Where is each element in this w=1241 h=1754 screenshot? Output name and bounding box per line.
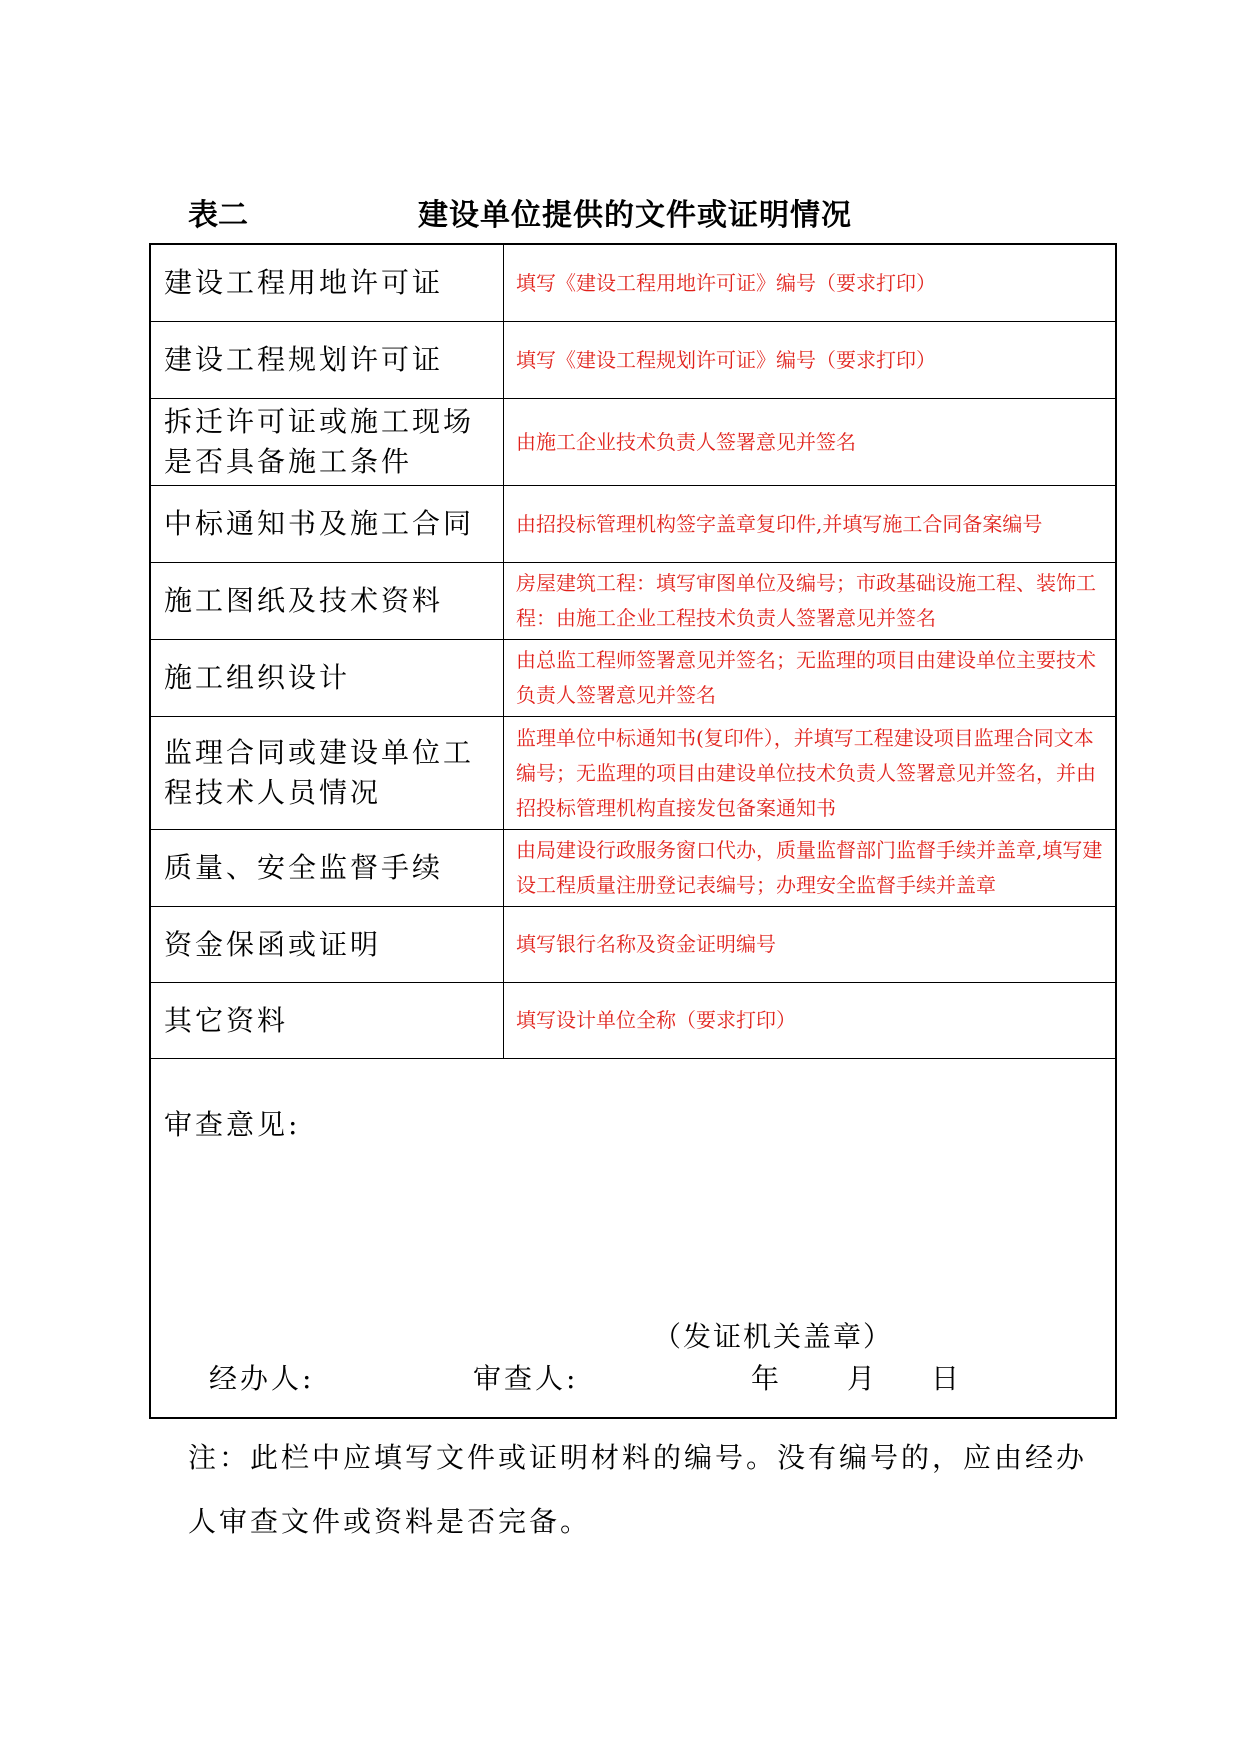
- row-label: 资金保函或证明: [151, 907, 504, 982]
- row-label: 施工组织设计: [151, 640, 504, 716]
- row-label: 拆迁许可证或施工现场是否具备施工条件: [151, 399, 504, 485]
- review-label: 审查意见:: [164, 1108, 301, 1141]
- row-value: 由局建设行政服务窗口代办，质量监督部门监督手续并盖章,填写建设工程质量注册登记表编号；办理安全监督手续并盖章: [516, 838, 1103, 897]
- table-row-planning-permit: [151, 322, 1115, 399]
- row-label: 建设工程规划许可证: [151, 322, 504, 398]
- row-value: 填写设计单位全称（要求打印）: [516, 1008, 796, 1032]
- table-row-bid-notice: [151, 486, 1115, 563]
- row-value: 填写《建设工程规划许可证》编号（要求打印）: [516, 347, 936, 372]
- review-section: [151, 1059, 1115, 1417]
- row-label: 建设工程用地许可证: [151, 245, 504, 321]
- issuing-authority-seal: （发证机关盖章）: [653, 1320, 894, 1353]
- table-label: 表二: [188, 198, 248, 233]
- table-row-demolition-permit: [151, 399, 1115, 486]
- row-value: 房屋建筑工程：填写审图单位及编号；市政基础设施工程、装饰工程：由施工企业工程技术负责人签署意见并签名: [516, 571, 1096, 630]
- form-table: [149, 243, 1117, 1419]
- table-row-drawings: [151, 563, 1115, 640]
- row-value: 监理单位中标通知书(复印件），并填写工程建设项目监理合同文本编号；无监理的项目由建设单位技术负责人签署意见并签名，并由招投标管理机构直接发包备案通知书: [516, 725, 1096, 820]
- footnote-line-1: 注：此栏中应填写文件或证明材料的编号。没有编号的，应由经办: [188, 1441, 1088, 1474]
- row-value: 填写《建设工程用地许可证》编号（要求打印）: [516, 270, 936, 295]
- row-label: 监理合同或建设单位工程技术人员情况: [151, 717, 504, 829]
- table-row-quality-safety: [151, 830, 1115, 907]
- date-month: 月: [847, 1362, 879, 1395]
- row-label: 中标通知书及施工合同: [151, 486, 504, 562]
- row-label: 施工图纸及技术资料: [151, 563, 504, 639]
- table-row-construction-plan: [151, 640, 1115, 717]
- table-row-funding: [151, 907, 1115, 983]
- row-value: 由招投标管理机构签字盖章复印件,并填写施工合同备案编号: [516, 511, 1043, 536]
- date-day: 日: [931, 1362, 963, 1395]
- row-value: 填写银行名称及资金证明编号: [516, 932, 776, 956]
- table-row-land-permit: [151, 245, 1115, 322]
- footnote-line-2: 人审查文件或资料是否完备。: [188, 1505, 592, 1538]
- handler-label: 经办人:: [209, 1362, 315, 1395]
- page-title: 建设单位提供的文件或证明情况: [418, 198, 852, 233]
- table-row-other: [151, 983, 1115, 1059]
- reviewer-label: 审查人:: [473, 1362, 579, 1395]
- row-value: 由总监工程师签署意见并签名；无监理的项目由建设单位主要技术负责人签署意见并签名: [516, 648, 1096, 707]
- title-row: [0, 190, 1241, 234]
- row-label: 其它资料: [151, 983, 504, 1058]
- table-row-supervision: [151, 717, 1115, 830]
- row-value: 由施工企业技术负责人签署意见并签名: [516, 429, 856, 454]
- row-label: 质量、安全监督手续: [151, 830, 504, 906]
- date-year: 年: [751, 1362, 783, 1395]
